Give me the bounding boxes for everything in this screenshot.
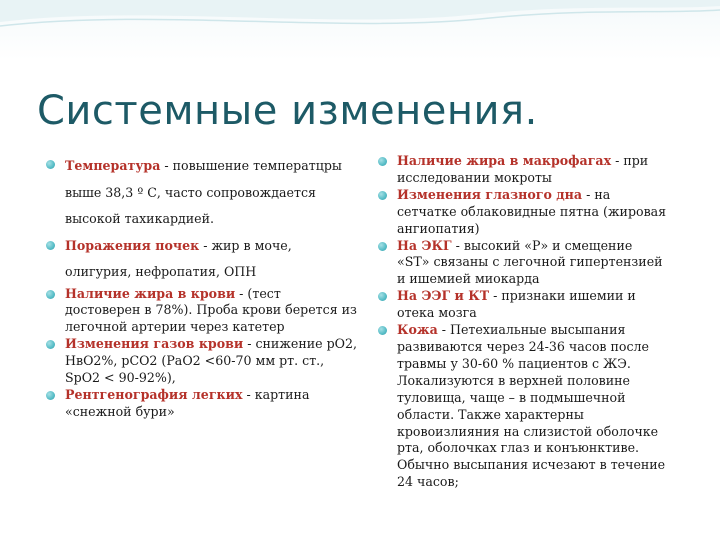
item-keyword: Изменения глазного дна [397,186,583,202]
item-keyword: Рентгенография легких [65,386,243,402]
list-item [378,322,668,491]
list-item [378,238,668,289]
item-keyword: Температура [65,158,161,173]
item-text: - (тест достоверен в 78%). Проба крови берется из легочной артерии через катетер [65,285,357,335]
list-item [378,288,668,322]
bullet-icon [46,340,55,349]
item-text: - на сетчатке облаковидные пятна (жировая ангиопатия) [397,186,667,236]
item-text: - жир в моче, олигурия, нефропатия, ОПН [65,237,292,279]
bullet-icon [46,241,55,250]
item-keyword: Поражения почек [65,237,200,253]
item-text: - признаки ишемии и отека мозга [397,288,636,321]
item-keyword: Кожа [397,322,438,338]
list-item [378,153,668,187]
list-item [378,187,668,238]
bullet-icon [378,157,387,166]
bullet-icon [378,292,387,301]
decorative-wave [0,0,720,60]
item-text: - повышение температцры выше 38,3 º С, часто сопровождается высокой тахикардией. [65,158,342,226]
list-item [46,153,358,233]
bullet-icon [46,391,55,400]
item-keyword: На ЭЭГ и КТ [397,288,490,304]
slide-title: Системные изменения. [37,88,538,134]
list-item [46,233,358,286]
list-item [46,336,358,387]
right-column-list [378,153,668,491]
bullet-icon [46,290,55,299]
bullet-icon [378,326,387,335]
item-text: - Петехиальные высыпания развиваются через 24-36 часов после травмы у 30-60 % пациентов с ЖЭ. Локализуются в верхней половине туловища, чаще – в подмышечной области. Также характерны кровоизлияния на слизистой оболочке рта, оболочках глаз и конъюнктиве. Обычно высыпания исчезают в течение 24 часов; [397,322,666,490]
bullet-icon [378,242,387,251]
list-item [46,286,358,337]
item-keyword: Изменения газов крови [65,336,244,352]
item-keyword: На ЭКГ [397,237,452,253]
bullet-icon [46,160,55,169]
item-keyword: Наличие жира в крови [65,285,236,301]
item-text: - при исследовании мокроты [397,153,649,185]
item-keyword: Наличие жира в макрофагах [397,153,612,168]
item-text: - снижение рО2, НвО2%, рСО2 (РаО2 <60-70 мм рт. ст., SpO2 < 90-92%), [65,336,358,386]
bullet-icon [378,191,387,200]
item-text: - высокий «Р» и смещение «ST» связаны с легочной гипертензией и ишемией миокарда [397,237,663,287]
item-text: - картина «снежной бури» [65,386,310,419]
list-item [46,387,358,421]
left-column-list [46,153,358,421]
